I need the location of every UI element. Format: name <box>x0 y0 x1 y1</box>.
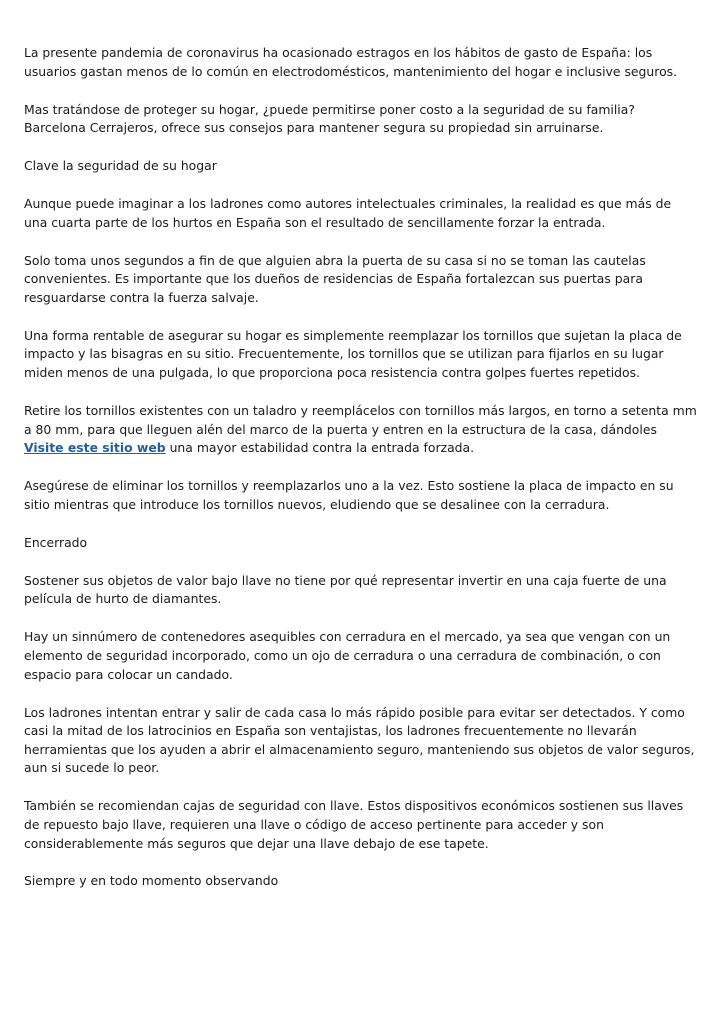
paragraph-doors: Solo toma unos segundos a fin de que alguien abra la puerta de su casa si no se toman las cautelas convenientes. Es importante que los dueños de residencias de España fortalezcan sus puertas para resguardarse contra la fuerza salvaje. <box>24 252 646 305</box>
visit-website-link[interactable]: Visite este sitio web <box>24 440 166 456</box>
paragraph-pandemic-intro: La presente pandemia de coronavirus ha ocasionado estragos en los hábitos de gasto de España: los usuarios gastan menos de lo común en electrodomésticos, mantenimiento del hogar e inclusive seguros. <box>24 45 678 79</box>
heading-always-watching: Siempre y en todo momento observando <box>24 873 279 889</box>
paragraph-thieves: Los ladrones intentan entrar y salir de cada casa lo más rápido posible para evitar ser detectados. Y como casi la mitad de los latrocinios en España son ventajistas, los ladrones frecuentemente no llevarán herramientas que los ayuden a abrir el almacenamiento seguro, manteniendo sus objetos de valor seguros, aun si sucede lo peor. <box>24 704 695 776</box>
paragraph-longer-screws-before: Retire los tornillos existentes con un taladro y reemplácelos con tornillos más largos, en torno a setenta mm a 80 mm, para que lleguen alén del marco de la puerta y entren en la estructura de la casa, dándoles <box>24 403 697 437</box>
paragraph-screws: Una forma rentable de asegurar su hogar es simplemente reemplazar los tornillos que sujetan la placa de impacto y las bisagras en su sitio. Frecuentemente, los tornillos que se utilizan para fijarlos en su lugar miden menos de una pulgada, lo que proporciona poca resistencia contra golpes fuertes repetidos. <box>24 327 682 381</box>
heading-locked: Encerrado <box>24 534 88 550</box>
paragraph-longer-screws-after: una mayor estabilidad contra la entrada forzada. <box>165 440 475 456</box>
paragraph-replace-one-at-a-time: Asegúrese de eliminar los tornillos y reemplazarlos uno a la vez. Esto sostiene la placa de impacto en su sitio mientras que introduce los tornillos nuevos, eludiendo que se desalinee con la cerradura. <box>24 478 674 512</box>
document-body <box>24 44 698 910</box>
heading-home-security: Clave la seguridad de su hogar <box>24 158 217 174</box>
paragraph-protect-home: Mas tratándose de proteger su hogar, ¿puede permitirse poner costo a la seguridad de su familia? Barcelona Cerrajeros, ofrece sus consejos para mantener segura su propiedad sin arruinarse. <box>24 101 635 136</box>
paragraph-burglars: Aunque puede imaginar a los ladrones como autores intelectuales criminales, la realidad es que más de una cuarta parte de los hurtos en España son el resultado de sencillamente forzar la entrada. <box>24 196 672 230</box>
paragraph-valuables: Sostener sus objetos de valor bajo llave no tiene por qué representar invertir en una caja fuerte de una película de hurto de diamantes. <box>24 572 667 607</box>
paragraph-longer-screws <box>24 402 698 458</box>
paragraph-containers: Hay un sinnúmero de contenedores asequibles con cerradura en el mercado, ya sea que vengan con un elemento de seguridad incorporado, como un ojo de cerradura o una cerradura de combinación, o con espacio para colocar un candado. <box>24 629 671 682</box>
paragraph-key-safes: También se recomiendan cajas de seguridad con llave. Estos dispositivos económicos sostienen sus llaves de repuesto bajo llave, requieren una llave o código de acceso pertinente para acceder y son considerablemente más seguros que dejar una llave debajo de ese tapete. <box>24 798 684 851</box>
